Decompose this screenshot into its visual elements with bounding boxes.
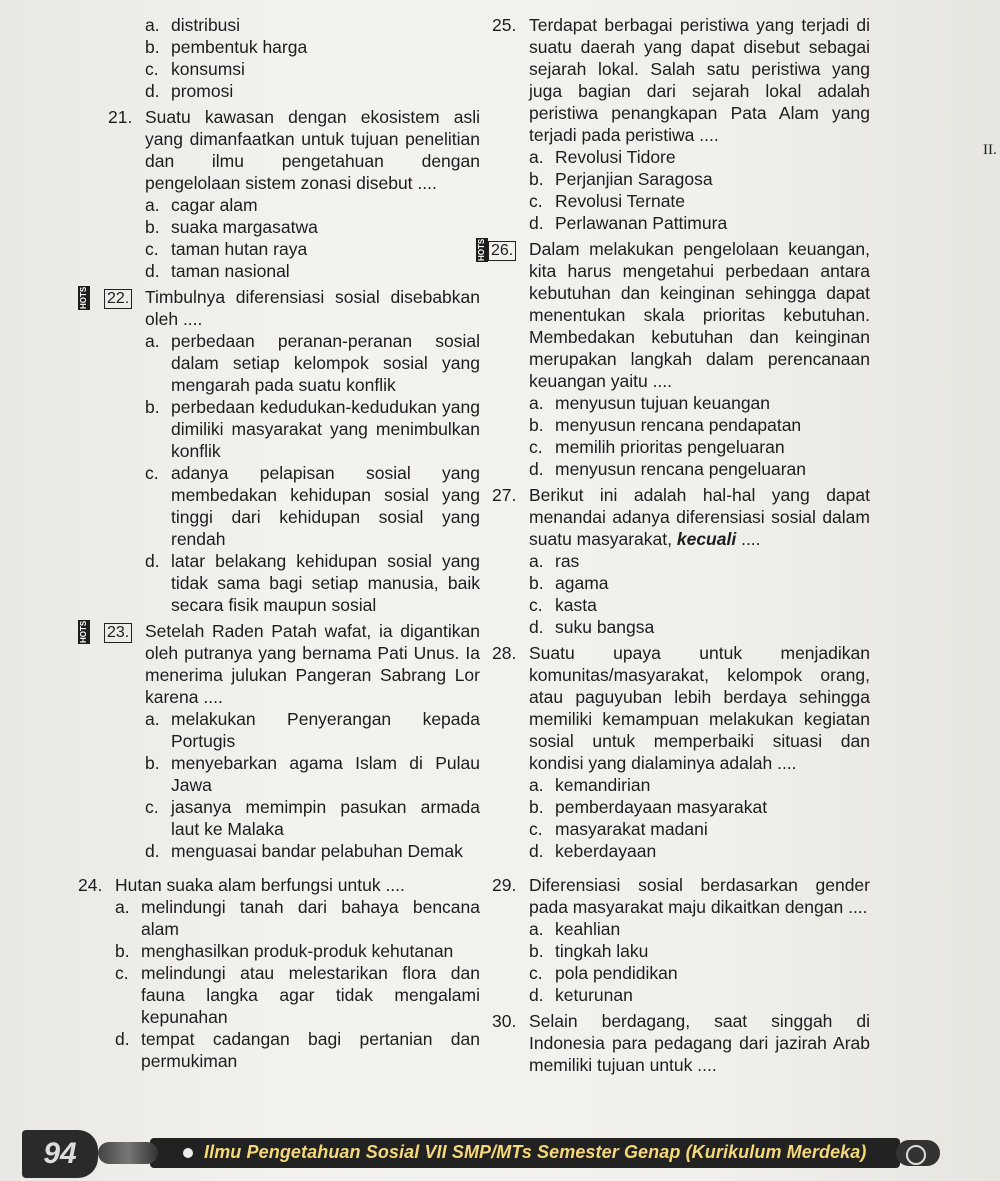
question-21: 21. Suatu kawasan dengan ekosistem asli yang dimanfaatkan untuk tujuan penelitian dan ilmu pengetahuan dengan pengelolaan sistem zonasi disebut .... a. cagar alam b. suaka margasatwa c. taman hutan raya d. taman nasional [108, 107, 480, 281]
book-title: Ilmu Pengetahuan Sosial VII SMP/MTs Semester Genap (Kurikulum Merdeka) [204, 1142, 867, 1162]
question-30: 30. Selain berdagang, saat singgah di Indonesia para pedagang dari jazirah Arab memiliki tujuan untuk .... [492, 1011, 870, 1075]
question-22: HOTS 22. Timbulnya diferensiasi sosial disebabkan oleh .... a. perbedaan peranan-peranan sosial dalam setiap kelompok sosial yang mengarah pada suatu konflik b. perbedaan kedudukan-kedudukan yang dimiliki masyarakat yang menimbulkan konflik c. adanya pelapisan sosial yang membedakan kehidupan sosial yang tinggi dari kehidupan sosial yang rendah d. latar belakang kehidupan sosial yang tidak sama bagi setiap manusia, baik secara fisik maupun sosial [79, 286, 480, 615]
hots-badge: HOTS [79, 286, 88, 310]
circle-icon [906, 1145, 926, 1165]
hots-badge: HOTS [79, 620, 88, 644]
bullet-icon [183, 1148, 193, 1158]
question-29: 29. Diferensiasi sosial berdasarkan gender pada masyarakat maju dikaitkan dengan .... a. keahlian b. tingkah laku c. pola pendidikan d. keturunan [492, 875, 870, 1005]
hots-badge: HOTS [477, 238, 486, 262]
left-column [78, 14, 480, 1072]
question-27: 27. Berikut ini adalah hal-hal yang dapat menandai adanya diferensiasi sosial dalam suatu masyarakat, kecuali .... a. ras b. agama c. kasta d. suku bangsa [492, 485, 870, 637]
page-number: 94 [22, 1130, 98, 1178]
right-column [477, 14, 870, 1076]
question-23: HOTS 23. Setelah Raden Patah wafat, ia digantikan oleh putranya yang bernama Pati Unus. Ia menerima julukan Pangeran Sabrang Lor karena .... a. melakukan Penyerangan kepada Portugis b. menyebarkan agama Islam di Pulau Jawa c. jasanya memimpin pasukan armada laut ke Malaka d. menguasai bandar pelabuhan Demak [79, 620, 480, 861]
question-24: 24. Hutan suaka alam berfungsi untuk .... a. melindungi tanah dari bahaya bencana alam b. menghasilkan produk-produk kehutanan c. melindungi atau melestarikan flora dan fauna langka agar tidak mengalami kepunahan d. tempat cadangan bagi pertanian dan permukiman [78, 875, 480, 1071]
page-footer [0, 1128, 1000, 1181]
q20-options [108, 14, 480, 102]
question-25: 25. Terdapat berbagai peristiwa yang terjadi di suatu daerah yang dapat disebut sebagai sejarah lokal. Salah satu peristiwa yang juga bagian dari sejarah lokal adalah peristiwa penangkapan Pata Alam yang terjadi pada peristiwa .... a. Revolusi Tidore b. Perjanjian Saragosa c. Revolusi Ternate d. Perlawanan Pattimura [492, 15, 870, 233]
question-26: HOTS 26. Dalam melakukan pengelolaan keuangan, kita harus mengetahui perbedaan antara kebutuhan dan keinginan sehingga dapat menentukan skala prioritas kebutuhan. Membedakan kebutuhan dan keinginan merupakan langkah dalam perencanaan keuangan yaitu .... a. menyusun tujuan keuangan b. menyusun rencana pendapatan c. memilih prioritas pengeluaran d. menyusun rencana pengeluaran [477, 238, 870, 479]
option: c. konsumsi [145, 59, 245, 79]
footer-decoration [98, 1142, 158, 1164]
option: b. pembentuk harga [145, 37, 308, 57]
option: a. distribusi [145, 15, 241, 35]
question-28: 28. Suatu upaya untuk menjadikan komunitas/masyarakat, kelompok orang, atau paguyuban lebih berdaya sehingga memiliki kemampuan melakukan kegiatan sosial untuk memperbaiki situasi dan kondisi yang dialaminya adalah .... a. kemandirian b. pemberdayaan masyarakat c. masyarakat madani d. keberdayaan [492, 643, 870, 861]
margin-mark: II. [983, 142, 997, 158]
option: d. promosi [145, 81, 234, 101]
